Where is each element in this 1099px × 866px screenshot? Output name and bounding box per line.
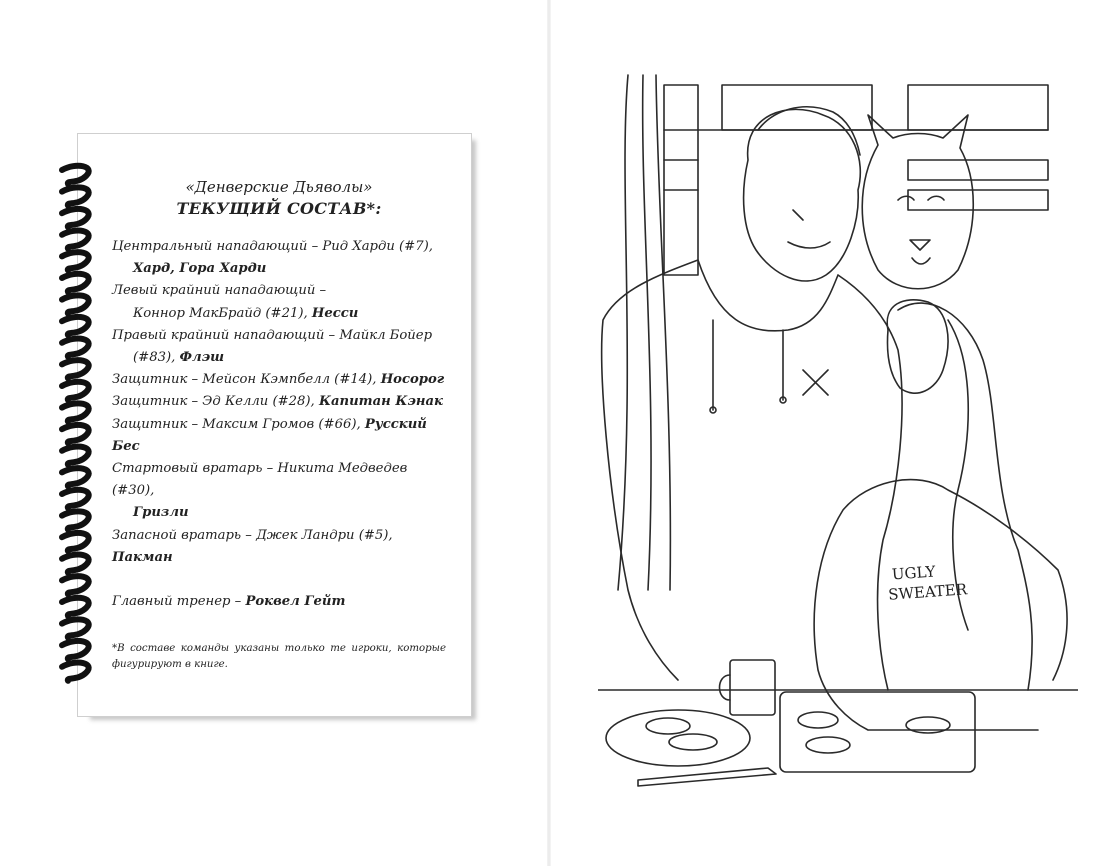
cookie [798,712,838,728]
man-hoodie [602,260,902,690]
cookie [806,737,850,753]
baking-tray [780,692,975,772]
spiral-coil [62,166,89,184]
book-gutter [547,0,551,866]
roster-entry-center: Центральный нападающий – Рид Харди (#7), Хард, Гора Харди [112,239,433,277]
roster-entry-right-wing: Правый крайний нападающий – Майкл Бойер (#83), Флэш [112,327,433,366]
spiral-binding [56,162,104,688]
spiral-coil [62,511,89,529]
roster-text [112,176,446,673]
cookie [646,718,690,734]
man-head [744,109,861,281]
spiral-coil [62,382,89,400]
nickname: Хард, Гора Харди [133,261,267,277]
roster-entry-defender: Защитник – Мейсон Кэмпбелл (#14), Носорог [112,372,445,388]
window-frame [908,85,1048,130]
spiral-coil [62,425,89,443]
footnote: *В составе команды указаны только те игроки, которые фигурируют в книге. [112,643,446,671]
spiral-coil [62,598,89,616]
team-title: «Денверские Дьяволы» [185,178,373,196]
spiral-coil [62,641,89,659]
spiral-coil [62,252,89,270]
spiral-coil [62,339,89,357]
spiral-coil [62,619,89,637]
spiral-coil [62,187,89,205]
knife [638,768,776,786]
nickname: Русский Бес [112,416,427,454]
window-frame [664,85,698,275]
roster-entry-defender: Защитник – Эд Келли (#28), Капитан Кэнак [112,394,443,410]
sweater-text-line1: UGLY [891,562,936,584]
nickname: Капитан Кэнак [318,394,443,410]
roster-entry-backup-goalie: Запасной вратарь – Джек Ландри (#5), Пакман [112,527,393,565]
roster-entry-defender: Защитник – Максим Громов (#66), Русский Бес [112,416,427,454]
cookie [669,734,717,750]
roster-entry-left-wing: Левый крайний нападающий – Коннор МакБрайд (#21), Несси [112,283,359,321]
woman-hair [898,303,1032,690]
mug [730,660,775,715]
spiral-coil [62,317,89,335]
spiral-coil [62,209,89,227]
nickname: Пакман [112,549,173,565]
roster-entry-starting-goalie: Стартовый вратарь – Никита Медведев (#30), Гризли [112,461,408,521]
sweater-text-line2: SWEATER [887,580,968,604]
spiral-coil [62,295,89,313]
spiral-coil [62,231,89,249]
nickname: Флэш [179,350,225,366]
curtain [618,75,670,590]
coloring-illustration [598,70,1078,810]
nickname: Носорог [380,372,445,388]
coach-name: Роквел Гейт [245,594,346,610]
roster-heading: ТЕКУЩИЙ СОСТАВ*: [176,199,382,218]
spiral-coil [62,533,89,551]
spiral-coil [62,468,89,486]
nickname: Гризли [133,505,189,521]
spiral-coil [62,490,89,508]
window-frame [908,160,1048,180]
spiral-coil [62,360,89,378]
spiral-coil [62,447,89,465]
head-coach: Главный тренер – Роквел Гейт [112,594,346,610]
nickname: Несси [311,305,359,321]
spiral-coil [62,403,89,421]
spiral-coil [62,274,89,292]
spiral-coil [62,555,89,573]
spiral-coil [62,663,89,681]
spiral-coil [62,576,89,594]
